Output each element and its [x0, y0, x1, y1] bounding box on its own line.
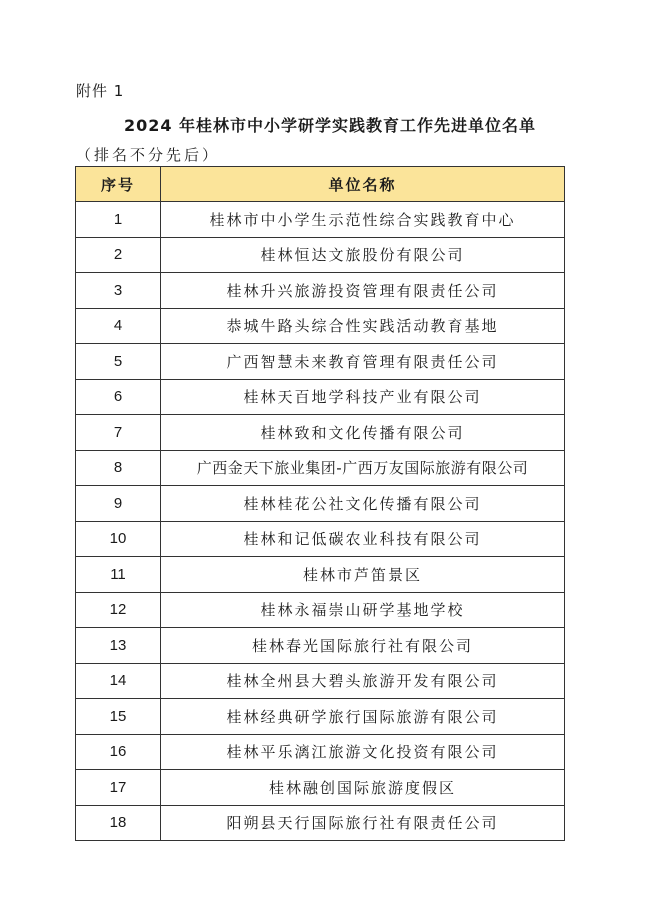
row-number: 14 [76, 663, 161, 699]
unit-name: 桂林升兴旅游投资管理有限责任公司 [161, 273, 565, 309]
table-row [76, 344, 565, 380]
row-number: 13 [76, 628, 161, 664]
table-row [76, 486, 565, 522]
row-number: 18 [76, 805, 161, 841]
unit-name: 桂林恒达文旅股份有限公司 [161, 237, 565, 273]
row-number: 11 [76, 557, 161, 593]
row-number: 15 [76, 699, 161, 735]
row-number: 16 [76, 734, 161, 770]
row-number: 9 [76, 486, 161, 522]
unit-name: 桂林经典研学旅行国际旅游有限公司 [161, 699, 565, 735]
unit-name: 桂林全州县大碧头旅游开发有限公司 [161, 663, 565, 699]
unit-name: 恭城牛路头综合性实践活动教育基地 [161, 308, 565, 344]
table-row [76, 770, 565, 806]
unit-name: 桂林永福崇山研学基地学校 [161, 592, 565, 628]
table-row [76, 415, 565, 451]
unit-name: 桂林天百地学科技产业有限公司 [161, 379, 565, 415]
row-number: 1 [76, 202, 161, 238]
unit-name: 桂林市中小学生示范性综合实践教育中心 [161, 202, 565, 238]
unit-name: 桂林和记低碳农业科技有限公司 [161, 521, 565, 557]
table-row [76, 308, 565, 344]
table-row [76, 734, 565, 770]
unit-name: 桂林平乐漓江旅游文化投资有限公司 [161, 734, 565, 770]
document-title: 2024 年桂林市中小学研学实践教育工作先进单位名单 [123, 116, 537, 135]
header-unit-name: 单位名称 [161, 167, 565, 202]
row-number: 5 [76, 344, 161, 380]
unit-name: 桂林融创国际旅游度假区 [161, 770, 565, 806]
row-number: 17 [76, 770, 161, 806]
row-number: 6 [76, 379, 161, 415]
unit-name: 广西智慧未来教育管理有限责任公司 [161, 344, 565, 380]
table-header-row [76, 167, 565, 202]
unit-name: 广西金天下旅业集团-广西万友国际旅游有限公司 [161, 450, 565, 486]
table-row [76, 628, 565, 664]
table-row [76, 202, 565, 238]
unit-name: 桂林致和文化传播有限公司 [161, 415, 565, 451]
row-number: 7 [76, 415, 161, 451]
row-number: 4 [76, 308, 161, 344]
row-number: 10 [76, 521, 161, 557]
unit-name: 阳朔县天行国际旅行社有限责任公司 [161, 805, 565, 841]
unit-list-table [75, 166, 565, 841]
table-row [76, 592, 565, 628]
table-row [76, 379, 565, 415]
attachment-label: 附件 1 [76, 82, 125, 100]
row-number: 2 [76, 237, 161, 273]
ranking-note: （排名不分先后） [76, 146, 221, 164]
table-row [76, 699, 565, 735]
unit-name: 桂林春光国际旅行社有限公司 [161, 628, 565, 664]
table-row [76, 521, 565, 557]
unit-name: 桂林市芦笛景区 [161, 557, 565, 593]
table-row [76, 237, 565, 273]
table-row [76, 805, 565, 841]
row-number: 3 [76, 273, 161, 309]
header-serial-number: 序号 [76, 167, 161, 202]
table-row [76, 663, 565, 699]
table-row [76, 557, 565, 593]
unit-name: 桂林桂花公社文化传播有限公司 [161, 486, 565, 522]
table-row [76, 273, 565, 309]
row-number: 12 [76, 592, 161, 628]
row-number: 8 [76, 450, 161, 486]
table-row [76, 450, 565, 486]
